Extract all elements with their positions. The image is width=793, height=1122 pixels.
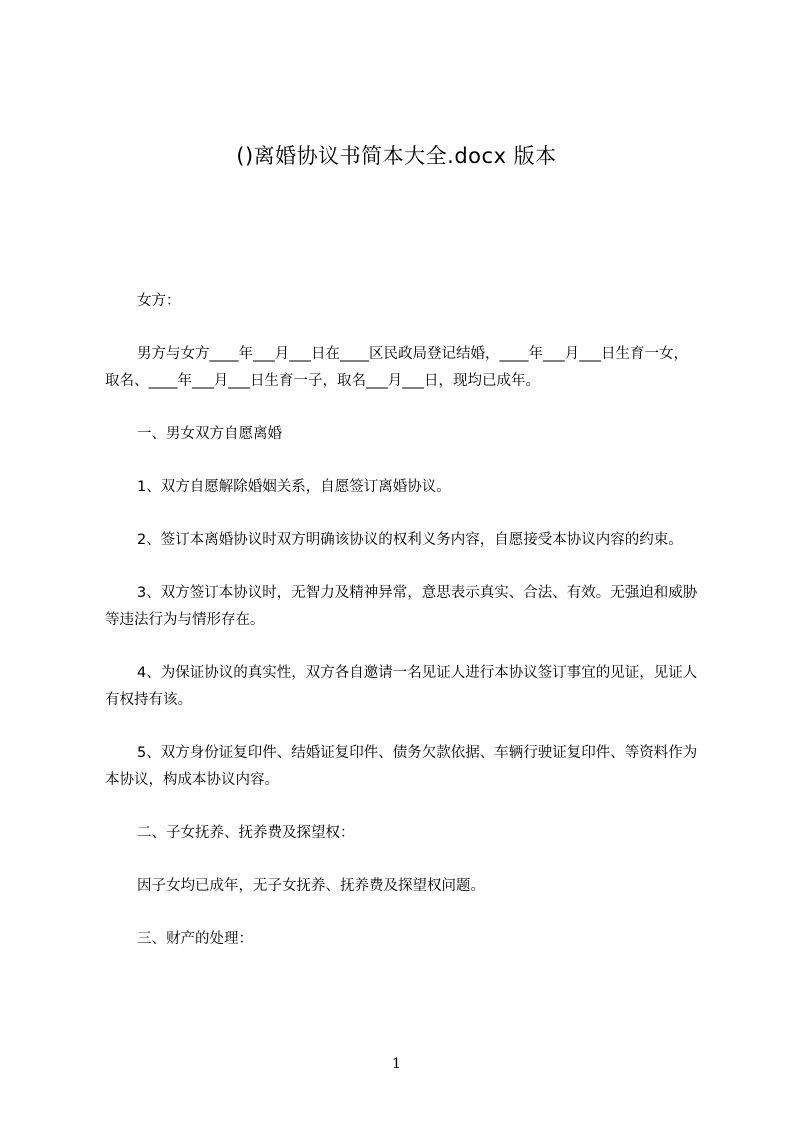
paragraph-gap	[105, 847, 700, 873]
paragraph-gap	[105, 501, 700, 527]
paragraph-child-support: 因子女均已成年，无子女抚养、抚养费及探望权问题。	[137, 878, 485, 894]
paragraph-gap	[105, 900, 700, 926]
paragraph-gap	[105, 395, 700, 421]
section-heading-voluntary-divorce: 一、男女双方自愿离婚	[137, 426, 282, 442]
document-body	[105, 288, 700, 953]
clause-2: 2、签订本离婚协议时双方明确该协议的权利义务内容，自愿接受本协议内容的约束。	[137, 532, 683, 548]
clause-1: 1、双方自愿解除婚姻关系，自愿签订离婚协议。	[137, 479, 451, 495]
paragraph-marriage-info: 男方与女方____年___月___日在____区民政局登记结婚，____年___月___日生育一女，取名、____年___月___日生育一子，取名___月___日，现均已成年。	[105, 346, 688, 389]
paragraph-gap	[105, 714, 700, 740]
paragraph-gap	[105, 554, 700, 580]
paragraph-gap	[105, 448, 700, 474]
clause-5: 5、双方身份证复印件、结婚证复印件、债务欠款依据、车辆行驶证复印件、等资料作为本协议，构成本协议内容。	[105, 745, 698, 788]
section-heading-child-support: 二、子女抚养、抚养费及探望权：	[137, 825, 355, 841]
clause-4: 4、为保证协议的真实性，双方各自邀请一名见证人进行本协议签订事宜的见证，见证人有权持有该。	[105, 665, 698, 708]
section-heading-property: 三、财产的处理：	[137, 931, 253, 947]
paragraph-female-party: 女方：	[137, 293, 181, 309]
page-number: 1	[392, 1056, 401, 1072]
paragraph-gap	[105, 794, 700, 820]
clause-3: 3、双方签订本协议时，无智力及精神异常，意思表示真实、合法、有效。无强迫和威胁等违法行为与情形存在。	[105, 585, 698, 628]
paragraph-gap	[105, 315, 700, 341]
paragraph-gap	[105, 634, 700, 660]
document-title: ()离婚协议书简本大全.docx 版本	[236, 144, 557, 168]
